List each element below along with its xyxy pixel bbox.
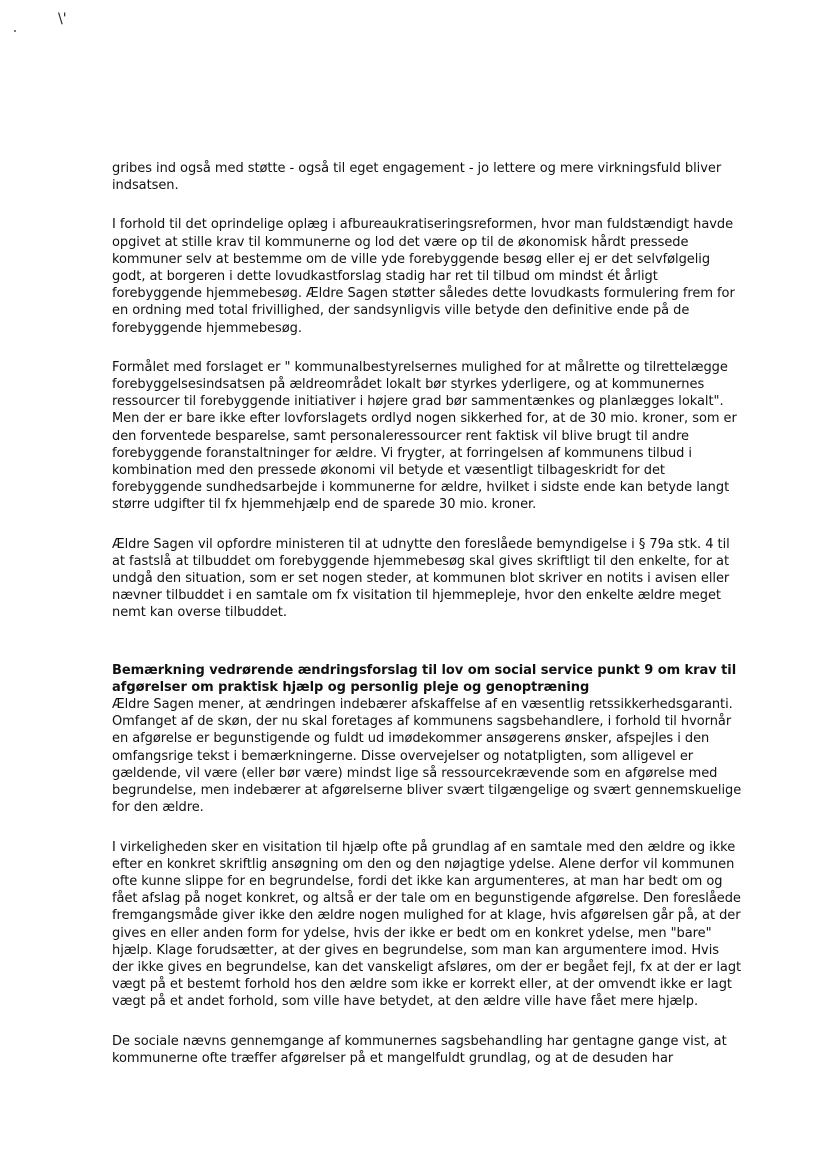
paragraph-original-proposal: I forhold til det oprindelige oplæg i afbureaukratiseringsreformen, hvor man fuldstændigt havde opgivet at stille krav til kommunerne og lod det være op til de økonomisk hårdt pressede kommuner selv at bestemme om de ville yde forebyggende besøg eller ej er det selvfølgelig godt, at borgeren i dette lovudkastforslag stadig har ret til tilbud om mindst ét årligt forebyggende hjemmebesøg. Ældre Sagen støtter således dette lovudkasts formulering frem for en ordning med total frivillighed, der sandsynligvis ville betyde den definitive ende på de forebyggende hjemmebesøg. bbox=[112, 217, 735, 336]
paragraph-intro-continuation: gribes ind også med støtte - også til eget engagement - jo lettere og mere virkningsfuld bliver indsatsen. bbox=[112, 161, 722, 194]
paragraph-social-boards: De sociale nævns gennemgange af kommunernes sagsbehandling har gentagne gange vist, at kommunerne ofte træffer afgørelser på et mangelfuldt grundlag, og at de desuden har bbox=[112, 1033, 727, 1066]
paragraph-legal-safeguard: Ældre Sagen mener, at ændringen indebærer afskaffelse af en væsentlig retssikkerhedsgaranti. Omfanget af de skøn, der nu skal foretages af kommunens sagsbehandlere, i forhold til hvornår en afgørelse er begunstigende og fuldt ud imødekommer ansøgerens ønsker, afspejles i den omfangsrige tekst i bemærkningerne. Disse overvejelser og notatpligten, som alligevel er gældende, vil være (eller bør være) mindst lige så ressourcekrævende som en afgørelse med begrundelse, men indebærer at afgørelserne bliver svært tilgængelige og svært gennemskuelige for den ældre. bbox=[112, 697, 742, 816]
scan-artifact-dot bbox=[14, 30, 16, 32]
scan-artifact-mark: \' bbox=[58, 11, 67, 27]
paragraph-minister-request: Ældre Sagen vil opfordre ministeren til at udnytte den foreslåede bemyndigelse i § 79a stk. 4 til at fastslå at tilbuddet om forebyggende hjemmebesøg skal gives skriftligt til den enkelte, for at undgå den situation, som er set nogen steder, at kommunen blot skriver en notits i avisen eller nævner tilbuddet i en samtale om fx visitation til hjemmepleje, hvor den enkelte ældre meget nemt kan overse tilbuddet. bbox=[112, 536, 730, 621]
section-heading: Bemærkning vedrørende ændringsforslag til lov om social service punkt 9 om krav til afgørelser om praktisk hjælp og personlig pleje og genoptræning bbox=[112, 662, 737, 695]
paragraph-purpose: Formålet med forslaget er " kommunalbestyrelsernes mulighed for at målrette og tilrettelægge forebyggelsesindsatsen på ældreområdet lokalt bør styrkes yderligere, og at kommunernes ressourcer til forebyggende initiativer i højere grad bør sammentænkes og planlægges lokalt". Men der er bare ikke efter lovforslagets ordlyd nogen sikkerhed for, at de 30 mio. kroner, som er den forventede besparelse, samt personaleressourcer rent faktisk vil blive brugt til andre forebyggende foranstaltninger for ældre. Vi frygter, at forringelsen af kommunens tilbud i kombination med den pressede økonomi vil betyde et væsentligt tilbageskridt for det forebyggende sundhedsarbejde i kommunerne for ældre, hvilket i sidste ende kan betyde langt større udgifter til fx hjemmehjælp end de sparede 30 mio. kroner. bbox=[112, 359, 737, 513]
document-body bbox=[112, 160, 742, 1067]
paragraph-visitation: I virkeligheden sker en visitation til hjælp ofte på grundlag af en samtale med den ældre og ikke efter en konkret skriftlig ansøgning om den og den nøjagtige ydelse. Alene derfor vil kommunen ofte kunne slippe for en begrundelse, fordi det ikke kan argumenteres, at man har bedt om og fået afslag på noget konkret, og altså er der tale om en begunstigende afgørelse. Den foreslåede fremgangsmåde giver ikke den ældre nogen mulighed for at klage, hvis afgørelsen går på, at der gives en eller anden form for ydelse, hvis der ikke er bedt om en konkret ydelse, men "bare" hjælp. Klage forudsætter, at der gives en begrundelse, som man kan argumentere imod. Hvis der ikke gives en begrundelse, kan det vanskeligt afsløres, om der er begået fejl, fx at der er lagt vægt på et bestemt forhold hos den ældre som ikke er korrekt eller, at der omvendt ikke er lagt vægt på et andet forhold, som ville have betydet, at den ældre ville have fået mere hjælp. bbox=[112, 839, 742, 1010]
